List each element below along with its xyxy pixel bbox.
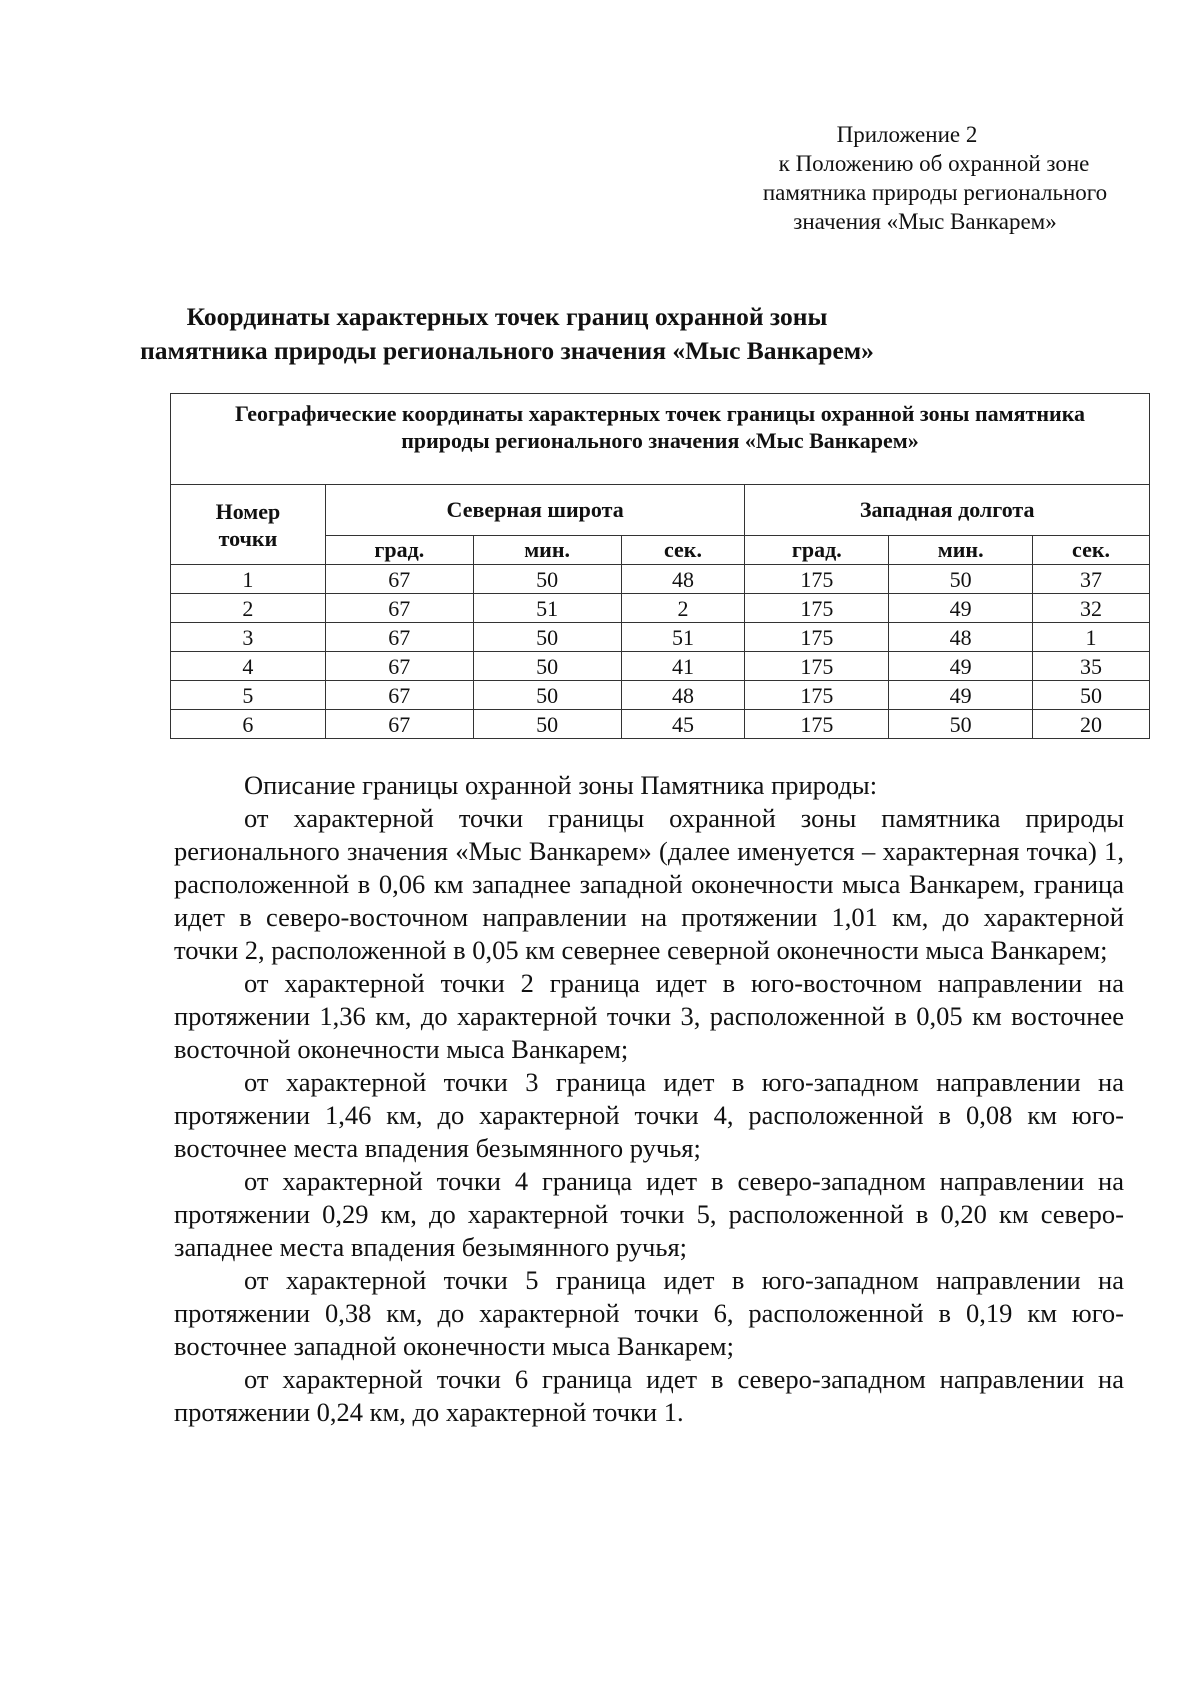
table-cell: 48 — [621, 681, 745, 710]
table-cell: 67 — [325, 594, 473, 623]
table-cell: 50 — [1033, 681, 1150, 710]
table-cell: 49 — [889, 594, 1033, 623]
table-row — [171, 681, 1150, 710]
longitude-header: Западная долгота — [745, 485, 1150, 536]
appendix-header — [748, 120, 1128, 236]
table-cell: 1 — [1033, 623, 1150, 652]
table-cell: 6 — [171, 710, 326, 739]
table-cell: 45 — [621, 710, 745, 739]
title-line-1: Координаты характерных точек границ охранной зоны — [186, 302, 828, 331]
table-cell: 5 — [171, 681, 326, 710]
table-row — [171, 710, 1150, 739]
table-row — [171, 652, 1150, 681]
description-paragraph: от характерной точки границы охранной зоны памятника природы регионального значения «Мыс Ванкарем» (далее именуется – характерная точка) 1, расположенной в 0,06 км западнее западной оконечности мыса Ванкарем, граница идет в северо-восточном направлении на протяжении 1,01 км, до характерной точки 2, расположенной в 0,05 км севернее северной оконечности мыса Ванкарем; — [174, 803, 1124, 965]
latitude-header: Северная широта — [325, 485, 745, 536]
table-cell: 67 — [325, 681, 473, 710]
table-cell: 67 — [325, 710, 473, 739]
table-cell: 50 — [473, 710, 621, 739]
table-cell: 32 — [1033, 594, 1150, 623]
table-cell: 175 — [745, 652, 889, 681]
sub-header: сек. — [621, 536, 745, 565]
table-cell: 175 — [745, 681, 889, 710]
table-cell: 67 — [325, 652, 473, 681]
appendix-line-1: Приложение 2 — [836, 122, 978, 147]
table-cell: 20 — [1033, 710, 1150, 739]
table-cell: 50 — [473, 565, 621, 594]
table-cell: 50 — [889, 565, 1033, 594]
sub-header: сек. — [1033, 536, 1150, 565]
table-row — [171, 565, 1150, 594]
table-cell: 50 — [473, 652, 621, 681]
point-number-header-line-1: Номер — [215, 498, 281, 524]
table-cell: 4 — [171, 652, 326, 681]
table-cell: 175 — [745, 623, 889, 652]
table-cell: 50 — [473, 681, 621, 710]
boundary-description — [174, 769, 1124, 1429]
table-cell: 175 — [745, 710, 889, 739]
description-paragraph: от характерной точки 6 граница идет в северо-западном направлении на протяжении 0,24 км, до характерной точки 1. — [174, 1364, 1124, 1427]
table-cell: 51 — [621, 623, 745, 652]
table-cell: 175 — [745, 565, 889, 594]
description-paragraph: от характерной точки 4 граница идет в северо-западном направлении на протяжении 0,29 км, до характерной точки 5, расположенной в 0,20 км северо-западнее места впадения безымянного ручья; — [174, 1166, 1124, 1262]
description-heading: Описание границы охранной зоны Памятника природы: — [244, 770, 878, 800]
table-cell: 49 — [889, 681, 1033, 710]
description-paragraph: от характерной точки 2 граница идет в юго-восточном направлении на протяжении 1,36 км, до характерной точки 3, расположенной в 0,05 км восточнее восточной оконечности мыса Ванкарем; — [174, 968, 1124, 1064]
coordinates-table — [170, 393, 1150, 739]
table-cell: 50 — [473, 623, 621, 652]
sub-header: град. — [745, 536, 889, 565]
sub-header: мин. — [473, 536, 621, 565]
table-cell: 67 — [325, 565, 473, 594]
point-number-header — [171, 485, 326, 565]
title-line-2: памятника природы регионального значения «Мыс Ванкарем» — [140, 336, 874, 365]
appendix-line-2: к Положению об охранной зоне — [778, 151, 1090, 176]
sub-header: град. — [325, 536, 473, 565]
table-cell: 67 — [325, 623, 473, 652]
description-paragraph: от характерной точки 3 граница идет в юго-западном направлении на протяжении 1,46 км, до характерной точки 4, расположенной в 0,08 км юго-восточнее места впадения безымянного ручья; — [174, 1067, 1124, 1163]
table-cell: 48 — [621, 565, 745, 594]
point-number-header-line-2: точки — [218, 525, 278, 551]
table-caption-line-2: природы регионального значения «Мыс Ванкарем» — [401, 428, 919, 453]
table-cell: 35 — [1033, 652, 1150, 681]
table-caption — [171, 394, 1150, 485]
table-cell: 175 — [745, 594, 889, 623]
table-caption-line-1: Географические координаты характерных точек границы охранной зоны памятника — [234, 401, 1086, 426]
table-cell: 2 — [171, 594, 326, 623]
table-cell: 1 — [171, 565, 326, 594]
table-cell: 3 — [171, 623, 326, 652]
table-cell: 37 — [1033, 565, 1150, 594]
appendix-line-3: памятника природы регионального — [762, 180, 1108, 205]
appendix-line-4: значения «Мыс Ванкарем» — [793, 209, 1057, 234]
sub-header: мин. — [889, 536, 1033, 565]
document-title — [50, 300, 964, 368]
table-cell: 2 — [621, 594, 745, 623]
table-cell: 50 — [889, 710, 1033, 739]
table-cell: 49 — [889, 652, 1033, 681]
description-paragraph: от характерной точки 5 граница идет в юго-западном направлении на протяжении 0,38 км, до характерной точки 6, расположенной в 0,19 км юго-восточнее западной оконечности мыса Ванкарем; — [174, 1265, 1124, 1361]
table-row — [171, 623, 1150, 652]
table-row — [171, 594, 1150, 623]
table-cell: 48 — [889, 623, 1033, 652]
table-cell: 51 — [473, 594, 621, 623]
table-cell: 41 — [621, 652, 745, 681]
